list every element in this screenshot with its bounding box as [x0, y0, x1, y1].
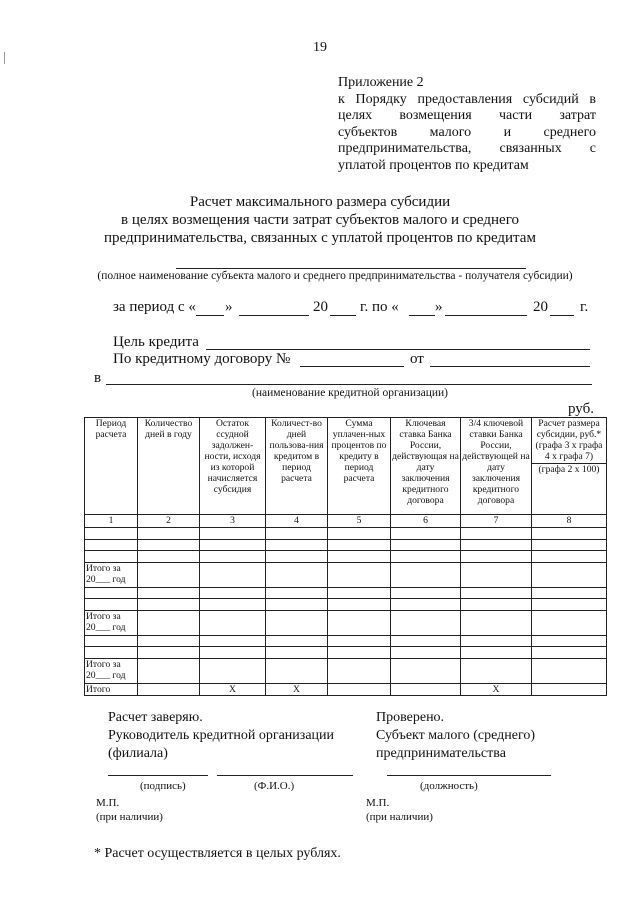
col-number: 5 — [328, 515, 391, 528]
header-subsidy-denominator: (графа 2 х 100) — [538, 464, 600, 475]
total-row[interactable] — [85, 683, 607, 695]
verifier-block — [376, 709, 606, 763]
col-number: 4 — [266, 515, 328, 528]
header-interest-paid: Сумма уплачен-ных процентов по кредиту в период расчета — [328, 418, 391, 515]
bank-prefix: в — [94, 370, 102, 386]
period-row — [113, 299, 603, 319]
title-line-2: в целях возмещения части затрат субъектов малого и среднего — [120, 212, 519, 228]
footnote: * Расчет осуществляется в целых рублях. — [94, 846, 341, 861]
header-subsidy-formula: Расчет размера субсидии, руб.* (графа 3 х графа 4 х графа 7) — [532, 418, 606, 464]
period-to-year-field[interactable] — [550, 301, 574, 316]
table-row[interactable] — [85, 528, 607, 540]
period-from-year-field[interactable] — [330, 301, 356, 316]
branch-label: (филиала) — [108, 746, 168, 761]
appendix-header — [338, 75, 596, 175]
period-from-day-field[interactable] — [196, 301, 224, 316]
table-row[interactable] — [85, 587, 607, 599]
entity-label: Субъект малого (среднего) — [376, 728, 536, 743]
title-line-3: предпринимательства, связанных с уплатой процентов по кредитам — [104, 230, 536, 246]
period-from-prefix: за период с « — [113, 299, 196, 315]
recipient-name-line[interactable] — [176, 258, 526, 269]
stamp-label-right: М.П. — [366, 797, 390, 809]
table-row[interactable] — [85, 635, 607, 647]
signature-caption: (подпись) — [140, 780, 186, 792]
x-mark: Х — [461, 683, 532, 695]
page-number: 19 — [313, 40, 327, 55]
col-number: 3 — [200, 515, 266, 528]
period-from-year-prefix: 20 — [313, 299, 328, 315]
full-name-field[interactable] — [217, 765, 353, 776]
appendix-line-4: субъектов малого и среднего — [338, 124, 596, 140]
stamp-note-right: (при наличии) — [366, 811, 433, 823]
stamp-note-left: (при наличии) — [96, 811, 163, 823]
table-row[interactable] — [85, 539, 607, 551]
col-number: 8 — [532, 515, 607, 528]
verified-label: Проверено. — [376, 710, 445, 725]
x-mark: Х — [266, 683, 328, 695]
subsidy-calculation-table — [84, 417, 607, 696]
x-mark: Х — [200, 683, 266, 695]
period-from-month-field[interactable] — [239, 301, 309, 316]
certifier-block — [108, 709, 368, 763]
period-suffix: г. — [580, 299, 589, 315]
certified-label: Расчет заверяю. — [108, 710, 203, 725]
period-to-day-field[interactable] — [409, 301, 435, 316]
col-number: 1 — [85, 515, 138, 528]
period-from-close-quote: » — [225, 299, 233, 315]
recipient-caption: (полное наименование субъекта малого и среднего предпринимательства - получателя субсидии) — [97, 270, 573, 282]
currency-label: руб. — [568, 401, 594, 417]
credit-contract-label: По кредитному договору № — [113, 351, 291, 367]
header-period: Период расчета — [85, 418, 138, 515]
position-field[interactable] — [387, 765, 551, 776]
title-line-1: Расчет максимального размера субсидии — [189, 194, 451, 210]
period-to-close-quote: » — [435, 299, 443, 315]
subtotal-row[interactable] — [85, 610, 607, 635]
table-header-row — [85, 418, 607, 515]
document-title — [0, 193, 640, 247]
period-to-month-field[interactable] — [445, 301, 527, 316]
header-days-of-use: Количест-во дней пользова-ния кредитом в период расчета — [266, 418, 328, 515]
bank-head-label: Руководитель кредитной организации — [108, 728, 335, 743]
position-caption: (должность) — [420, 780, 478, 792]
header-key-rate: Ключевая ставка Банка России, действующая на дату заключения кредитного договора — [391, 418, 461, 515]
header-three-quarter-rate: 3/4 ключевой ставки Банка России, действующей на дату заключения кредитного договора — [461, 418, 532, 515]
table-row[interactable] — [85, 599, 607, 611]
total-label: Итого — [85, 683, 138, 695]
bank-caption: (наименование кредитной организации) — [251, 387, 449, 399]
subtotal-row[interactable] — [85, 658, 607, 683]
entrepreneurship-label: предпринимательства — [376, 746, 506, 761]
period-to-year-prefix: 20 — [533, 299, 548, 315]
appendix-line-3: целях возмещения части затрат — [338, 108, 596, 124]
credit-contract-number-field[interactable] — [300, 351, 404, 367]
credit-purpose-label: Цель кредита — [113, 334, 199, 350]
subtotal-label: Итого за 20___ год — [85, 562, 138, 587]
header-loan-balance: Остаток ссудной задолжен-ности, исходя из которой начисляется субсидия — [200, 418, 266, 515]
appendix-line-6: уплатой процентов по кредитам — [338, 157, 529, 173]
credit-purpose-field[interactable] — [206, 334, 590, 350]
col-number: 6 — [391, 515, 461, 528]
signature-field[interactable] — [108, 765, 208, 776]
header-subsidy-calc — [532, 418, 607, 515]
header-days-in-year: Количество дней в году — [138, 418, 200, 515]
stamp-label-left: М.П. — [96, 797, 120, 809]
bank-name-field[interactable] — [106, 369, 592, 385]
col-number: 2 — [138, 515, 200, 528]
table-row[interactable] — [85, 647, 607, 659]
col-number: 7 — [461, 515, 532, 528]
subtotal-label: Итого за 20___ год — [85, 658, 138, 683]
appendix-line-1: Приложение 2 — [338, 75, 424, 90]
column-numbers-row — [85, 515, 607, 528]
subtotal-label: Итого за 20___ год — [85, 610, 138, 635]
table-row[interactable] — [85, 551, 607, 563]
subtotal-row[interactable] — [85, 562, 607, 587]
contract-date-label: от — [410, 351, 424, 367]
contract-date-field[interactable] — [430, 351, 590, 367]
appendix-line-2: к Порядку предоставления субсидий в — [338, 91, 596, 107]
period-to-prefix: г. по « — [360, 299, 399, 315]
full-name-caption: (Ф.И.О.) — [254, 780, 295, 792]
appendix-line-5: предпринимательства, связанных с — [338, 141, 596, 157]
